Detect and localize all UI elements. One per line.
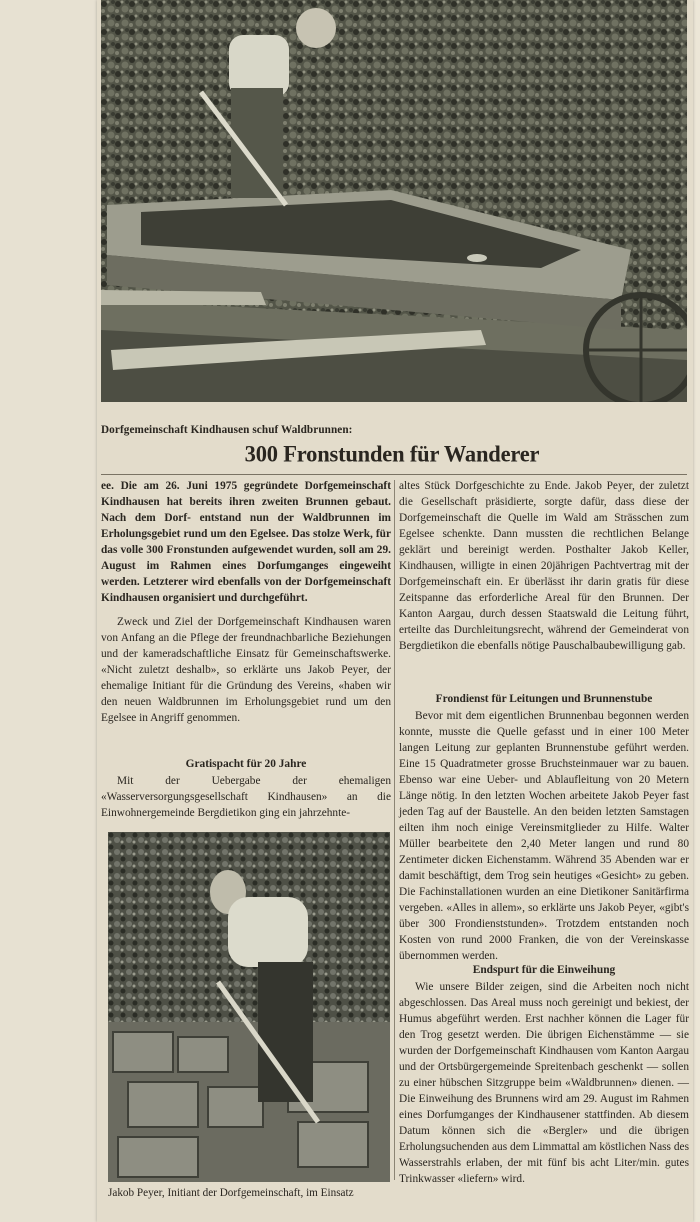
column-left-lower (101, 756, 391, 821)
subheading: Frondienst für Leitungen und Brunnenstube (435, 693, 653, 705)
newspaper-clipping (97, 0, 693, 1222)
column-right-sub (399, 691, 689, 708)
article-kicker: Dorfgemeinschaft Kindhausen schuf Waldbrunnen: (101, 424, 353, 436)
subheading: Gratispacht für 20 Jahre (185, 758, 307, 770)
column-right (399, 478, 689, 654)
column-left (101, 478, 391, 726)
article-lead: ee. Die am 26. Juni 1975 gegründete Dorfgemeinschaft Kindhausen hat bereits ihren zweiten Brunnen gebaut. Nach dem Dorf- entstand nun der Waldbrunnen im Erholungsgebiet rund um den Egelsee. Das stolze Werk, für das volle 300 Fronstunden aufgewendet wurden, soll am 29. August im Rahmen eines Dorfumganges eingeweiht werden. Letzterer wird ebenfalls von der Dorfgemeinschaft Kindhausen organisiert und durchgeführt. (101, 480, 391, 604)
background-paper (0, 0, 97, 1222)
photo-caption: Jakob Peyer, Initiant der Dorfgemeinschaft, im Einsatz (108, 1187, 354, 1199)
photo-trough-construction (101, 0, 687, 402)
photo-jakob-peyer (108, 832, 390, 1182)
article-headline: 300 Fronstunden für Wanderer (244, 440, 540, 467)
paragraph: altes Stück Dorfgeschichte zu Ende. Jakob Peyer, der zuletzt die Gesellschaft präsidierte, sorgte dafür, dass diese der Dorfgemeinschaft die Quelle im Wald am Strässchen zum Egelsee schenkte. Dann mussten die rechtlichen Belange geklärt und bereinigt werden. Posthalter Jakob Keller, Kindhausen, willigte in einen 20jährigen Pachtvertrag mit der Dorfgemeinschaft ein. Er überlässt ihr darin gratis für diese Zeitspanne das erforderliche Areal für den Brunnen. Der Kanton Aargau, durch dessen Staatswald die Leitung führt, erteilte das Durchleitungsrecht, während der Gemeinderat von Bergdietikon die ebenfalls nötige Pauschalbaubewilligung gab. (399, 480, 689, 652)
column-divider (394, 480, 395, 1180)
paragraph: Mit der Uebergabe der ehemaligen «Wasserversorgungsgesellschaft Kindhausen» an die Einwohnergemeinde Bergdietikon ging ein jahrzehnte- (101, 775, 391, 819)
paragraph: Wie unsere Bilder zeigen, sind die Arbeiten noch nicht abgeschlossen. Das Areal muss noch gereinigt und bekiest, der Humus abgeführt werden. Erst nachher können die Lager für den Trog gesetzt werden. Die übrigen Eichenstämme — sie wurden der Dorfgemeinschaft Kindhausen vom Kanton Aargau und der Ortsbürgergemeinde Spreitenbach geschenkt — sollen zu einer hübschen Sitzgruppe beim «Waldbrunnen» dienen. — Die Einweihung des Brunnens wird am 29. August im Rahmen eines Dorfumganges der Kindhausener stattfinden. Ab diesem Datum können sich die «Bergler» und die übrigen Erholungsuchenden aus dem Limmattal am köstlichen Nass des Wasserstrahls erlaben, der mit fünf bis acht Liter/min. gutes Trinkwasser «liefern» wird. (399, 981, 689, 1185)
column-right-middle (399, 708, 689, 964)
subheading: Endspurt für die Einweihung (472, 964, 616, 976)
column-right-lower (399, 962, 689, 1187)
paragraph: Zweck und Ziel der Dorfgemeinschaft Kindhausen waren von Anfang an die Pflege der freundnachbarliche Beziehungen und der kameradschaftliche Einsatz für Gemeinschaftswerke. «Nicht zuletzt deshalb», so erklärte uns Jakob Peyer, der ehemalige Initiant für die Gründung des Vereins, «haben wir den neuen Waldbrunnen im Erholungsgebiet rund um den Egelsee in Angriff genommen. (101, 616, 391, 724)
headline-rule (101, 474, 687, 475)
paragraph: Bevor mit dem eigentlichen Brunnenbau begonnen werden konnte, musste die Quelle gefasst und in einer 100 Meter langen Leitung zur geplanten Brunnenstube geführt werden. Eine 15 Quadratmeter grosse Bruchsteinmauer war zu bauen. Ebenso war eine Ueber- und Ablaufleitung von 20 Metern Länge nötig. In den letzten Wochen arbeitete Jakob Peyer fast jeden Tag auf der Baustelle. An den beiden letzten Samstagen eilten ihm noch einige Vereinsmitglieder zu Hilfe. Walter Müller bearbeitete den 2,40 Meter langen und rund 80 Zentimeter dicken Eichenstamm. Während 35 Abenden war er damit beschäftigt, dem Trog sein heutiges «Gesicht» zu geben. Die Fachinstallationen wurden an eine Dietikoner Sanitärfirma vergeben. «Alles in allem», so erklärte uns Jakob Peyer, «gibt's über 300 Frondienststunden». Trotzdem entstanden noch Kosten von rund 2000 Franken, die von der Vereinskasse übernommen werden. (399, 710, 689, 962)
